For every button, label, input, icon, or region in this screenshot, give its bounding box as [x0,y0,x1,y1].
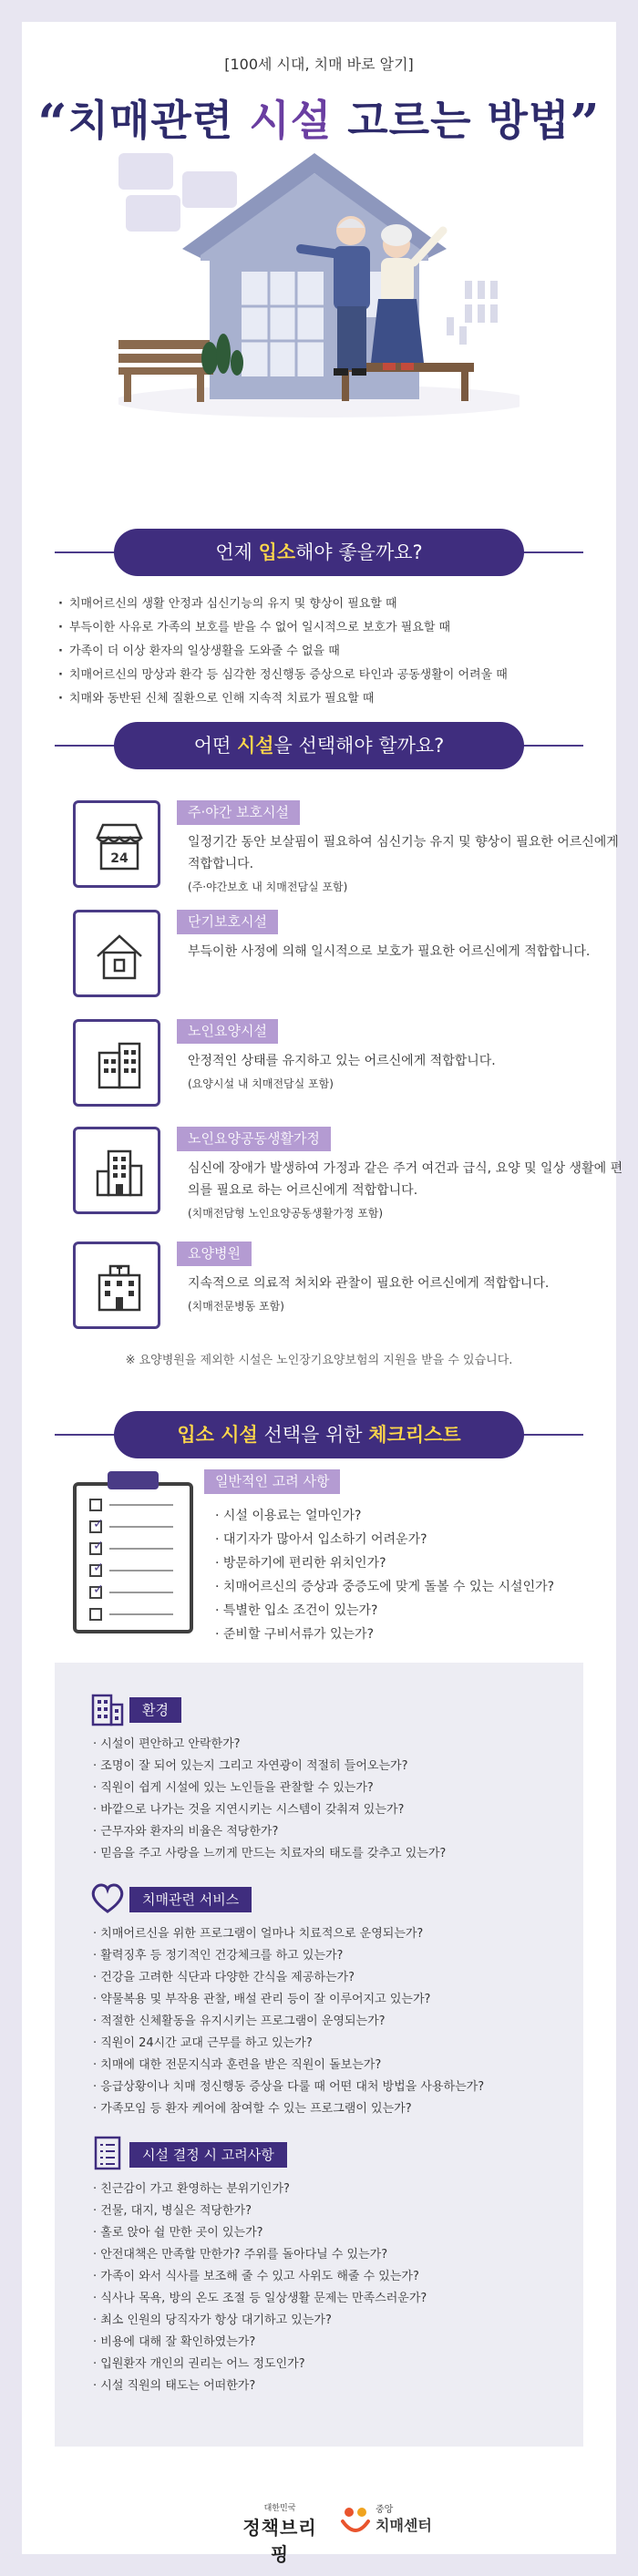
general-considerations [73,1469,583,1643]
list-item: · 식사나 목욕, 방의 온도 조절 등 일상생활 문제는 만족스러운가? [93,2292,427,2305]
facility-footnote: ※ 요양병원을 제외한 시설은 노인장기요양보험의 지원을 받을 수 있습니다. [125,1354,513,1367]
list-item: · 가족이 와서 식사를 보조해 줄 수 있고 사위도 해줄 수 있는가? [93,2270,419,2283]
list-item: · 비용에 대해 잘 확인하였는가? [93,2335,256,2349]
page-subtitle: [100세 시대, 치매 바로 알기] [224,56,414,73]
hero-illustration [118,144,520,417]
section-checklist-title [114,1411,524,1458]
policy-briefing-logo[interactable] [234,2501,325,2566]
section-which-title [114,722,524,769]
list-item: · 직원이 24시간 교대 근무를 하고 있는가? [93,2036,313,2050]
facility-note: (주·야간보호 내 치매전담실 포함) [188,881,348,893]
facility-group-home [73,1127,623,1227]
list-item: · 대기자가 많아서 입소하기 어려운가? [215,1532,427,1547]
facility-name: 단기보호시설 [177,910,278,934]
logo-big-text: 치매센터 [376,2517,432,2534]
title-text: 선택을 위한 [257,1424,369,1446]
hospital-icon [73,1242,160,1329]
list-item: · 근무자와 환자의 비율은 적당한가? [93,1825,279,1839]
checklist-panel [55,1663,583,2447]
environment-label: 환경 [129,1697,181,1723]
title-text: 을 선택해야 할까요? [273,735,445,757]
facility-name: 노인요양시설 [177,1019,278,1044]
decision-list [93,2179,427,2397]
list-item: · 치매어르신의 증상과 중증도에 맞게 돌볼 수 있는 시설인가? [215,1580,555,1594]
list-item: · 활력징후 등 정기적인 건강체크를 하고 있는가? [93,1949,344,1963]
general-list [215,1504,554,1646]
list-item: · 건강을 고려한 식단과 다양한 간식을 제공하는가? [93,1971,355,1984]
list-item: · 응급상황이나 치매 정신행동 증상을 다룰 때 어떤 대처 방법을 사용하는가? [93,2080,485,2094]
section-when-title [114,529,524,576]
list-item: · 특별한 입소 조건이 있는가? [215,1603,378,1618]
svg-text:24: 24 [110,851,129,866]
list-item: · 치매어르신의 망상과 환각 등 심각한 정신행동 증상으로 타인과 공동생활이 어려울 때 [58,664,605,687]
building-icon [89,1690,126,1726]
list-item: · 직원이 쉽게 시설에 있는 노인들을 관찰할 수 있는가? [93,1781,374,1795]
when-list [58,592,605,711]
facility-name: 주·야간 보호시설 [177,800,300,825]
list-item: · 시설 이용료는 얼마인가? [215,1509,362,1523]
list-item: · 홀로 앉아 쉴 만한 곳이 있는가? [93,2226,263,2240]
list-item: · 시설 직원의 태도는 어떠한가? [93,2379,256,2393]
facility-nursing-home [73,1019,583,1110]
list-item: · 약물복용 및 부작용 관찰, 배설 관리 등이 잘 이루어지고 있는가? [93,1993,431,2006]
facility-desc: 안정적인 상태를 유지하고 있는 어르신에게 적합합니다. [188,1054,496,1068]
decision-label: 시설 결정 시 고려사항 [129,2142,287,2168]
document-list-icon [89,2135,126,2171]
quote-close: ” [570,93,601,153]
list-item: · 가족모임 등 환자 케어에 참여할 수 있는 프로그램이 있는가? [93,2102,412,2116]
title-part2: 고르는 방법 [332,96,571,145]
list-item: · 믿음을 주고 사랑을 느끼게 만드는 치료자의 태도를 갖추고 있는가? [93,1847,447,1860]
title-highlight: 입소 [258,541,296,563]
list-item: · 부득이한 사유로 가족의 보호를 받을 수 없어 일시적으로 보호가 필요할 때 [58,616,605,640]
heart-icon [89,1880,126,1916]
list-item: · 바깥으로 나가는 것을 지연시키는 시스템이 갖춰져 있는가? [93,1803,405,1817]
dementia-center-symbol-icon [339,2503,372,2536]
section-when-header [55,529,583,576]
store-24-icon [73,800,160,888]
facility-hospital [73,1242,583,1333]
list-item: · 치매에 대한 전문지식과 훈련을 받은 직원이 돌보는가? [93,2058,382,2072]
list-item: · 가족이 더 이상 환자의 일상생활을 도와줄 수 없을 때 [58,640,605,664]
title-text: 언제 [215,541,259,563]
list-item: · 적절한 신체활동을 유지시키는 프로그램이 운영되는가? [93,2014,386,2028]
facility-desc: 부득이한 사정에 의해 일시적으로 보호가 필요한 어르신에게 적합합니다. [188,944,591,959]
footer-logos [0,2501,638,2565]
list-item: · 방문하기에 편리한 위치인가? [215,1556,386,1571]
title-text: 어떤 [193,735,237,757]
title-highlight: 입소 시설 [177,1424,258,1446]
facility-short-term [73,910,591,1001]
apartment-building-icon [73,1019,160,1107]
title-text: 해야 좋을까요? [295,541,423,563]
logo-small-text: 대한민국 [263,2504,296,2513]
list-item: · 치매어르신의 생활 안정과 심신기능의 유지 및 향상이 필요할 때 [58,592,605,616]
facility-desc: 일정기간 동안 보살핌이 필요하여 심신기능 유지 및 향상이 필요한 어르신에게 적합합니다. [188,835,619,871]
logo-big-text: 정책브리핑 [242,2517,317,2565]
clipboard-icon: ✓ ✓ ✓ ✓ [73,1482,193,1633]
list-item: · 치매와 동반된 신체 질환으로 인해 지속적 치료가 필요할 때 [58,687,605,711]
list-item: · 치매어르신을 위한 프로그램이 얼마나 치료적으로 운영되는가? [93,1927,424,1941]
dementia-service-label: 치매관련 서비스 [129,1887,252,1912]
facility-day-night-care [73,800,619,901]
facility-name: 요양병원 [177,1242,252,1266]
section-checklist-header [55,1411,583,1458]
title-part1: 치매관련 [67,96,250,145]
facility-desc: 심신에 장애가 발생하여 가정과 같은 주거 여건과 급식, 요양 및 일상 생활에 편의를 필요로 하는 어르신에게 적합합니다. [188,1161,623,1198]
dementia-service-list [93,1923,484,2120]
facility-note: (요양시설 내 치매전담실 포함) [188,1077,334,1090]
environment-list [93,1734,446,1865]
facility-desc: 지속적으로 의료적 처치와 관찰이 필요한 어르신에게 적합합니다. [188,1276,550,1291]
list-item: · 건물, 대지, 병실은 적당한가? [93,2204,252,2218]
facility-name: 노인요양공동생활가정 [177,1127,331,1151]
list-item: · 최소 인원의 당직자가 항상 대기하고 있는가? [93,2313,332,2327]
facility-note: (치매전담형 노인요양공동생활가정 포함) [188,1207,384,1220]
section-which-header [55,722,583,769]
title-highlight: 시설 [236,735,274,757]
list-item: · 입원환자 개인의 권리는 어느 정도인가? [93,2357,305,2371]
facility-note: (치매전문병동 포함) [188,1300,284,1313]
list-item: · 안전대책은 만족할 만한가? 주위를 돌아다닐 수 있는가? [93,2248,388,2262]
list-item: · 친근감이 가고 환영하는 분위기인가? [93,2182,290,2196]
title-highlight: 시설 [249,96,333,145]
title-highlight: 체크리스트 [368,1424,461,1446]
list-item: · 준비할 구비서류가 있는가? [215,1627,374,1642]
quote-open: “ [37,93,68,153]
house-icon [73,910,160,997]
general-label: 일반적인 고려 사항 [204,1469,340,1494]
tall-building-icon [73,1127,160,1214]
logo-small-text: 중앙 [376,2505,394,2515]
list-item: · 조명이 잘 되어 있는지 그리고 자연광이 적절히 들어오는가? [93,1759,408,1773]
list-item: · 시설이 편안하고 안락한가? [93,1737,241,1751]
